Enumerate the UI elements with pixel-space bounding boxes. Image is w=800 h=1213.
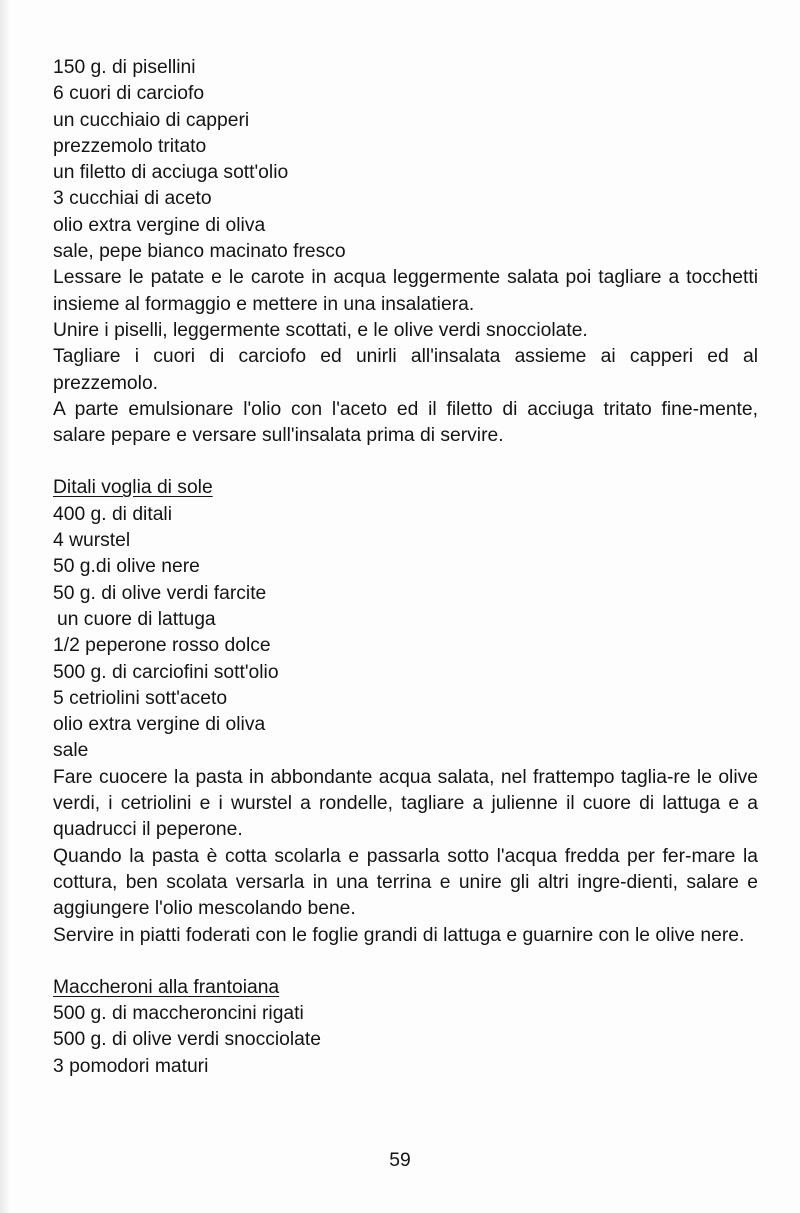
ingredient-line: 6 cuori di carciofo (53, 83, 205, 105)
ingredient-line: olio extra vergine di oliva (53, 714, 266, 736)
ingredient-line: 50 g. di olive verdi farcite (53, 582, 267, 604)
ingredient-list-1 (53, 55, 758, 265)
recipe-text (53, 55, 758, 1080)
ingredient-line: 400 g. di ditali (53, 503, 172, 525)
ingredient-line: 500 g. di carciofini sott'olio (53, 661, 279, 683)
ingredient-line: 150 g. di pisellini (53, 57, 196, 78)
ingredient-line: 500 g. di maccheroncini rigati (53, 1003, 304, 1025)
ingredient-line: prezzemolo tritato (53, 135, 207, 157)
instruction-paragraph: A parte emulsionare l'olio con l'aceto ed il filetto di acciuga tritato fine-mente, salare pepare e versare sull'insalata prima di servire. (53, 398, 758, 447)
page-gutter-shadow (0, 0, 10, 1213)
instruction-paragraph: Tagliare i cuori di carciofo ed unirli all'insalata assieme ai capperi ed al prezzemolo. (53, 346, 758, 394)
instruction-paragraph: Unire i piselli, leggermente scottati, e le olive verdi snocciolate. (53, 319, 588, 341)
ingredient-line: 3 pomodori maturi (53, 1055, 209, 1077)
ingredient-line: sale, pepe bianco macinato fresco (53, 241, 346, 263)
ingredient-line: 5 cetriolini sott'aceto (53, 687, 228, 709)
recipe-title: Ditali voglia di sole (53, 477, 213, 499)
instruction-paragraph: Fare cuocere la pasta in abbondante acqua salata, nel frattempo taglia-re le olive verdi, i cetriolini e i wurstel a rondelle, tagliare a julienne il cuore di lattuga e a quadrucci il peperone. (53, 766, 758, 841)
instructions-2 (53, 765, 758, 949)
ingredient-line: un filetto di acciuga sott'olio (53, 162, 289, 184)
ingredient-line: 4 wurstel (53, 530, 131, 552)
ingredient-line: olio extra vergine di oliva (53, 214, 266, 236)
instructions-1 (53, 265, 758, 449)
instruction-paragraph: Lessare le patate e le carote in acqua leggermente salata poi tagliare a tocchetti insieme al formaggio e mettere in una insalatiera. (53, 267, 758, 315)
page-number: 59 (389, 1150, 411, 1171)
ingredient-line: 50 g.di olive nere (53, 556, 200, 578)
recipe-title: Maccheroni alla frantoiana (53, 976, 280, 998)
ingredient-line: 1/2 peperone rosso dolce (53, 635, 271, 657)
ingredient-list-2 (53, 502, 758, 765)
instruction-paragraph: Quando la pasta è cotta scolarla e passarla sotto l'acqua fredda per fer-mare la cottura, ben scolata versarla in una terrina e unire gli altri ingre-dienti, salare e aggiungere l'olio mescolando bene. (53, 845, 758, 920)
ingredient-list-3 (53, 1001, 758, 1080)
ingredient-line: 3 cucchiai di aceto (53, 188, 212, 210)
instruction-paragraph: Servire in piatti foderati con le foglie grandi di lattuga e guarnire con le olive nere. (53, 924, 745, 946)
ingredient-line: un cucchiaio di capperi (53, 109, 250, 131)
ingredient-line: un cuore di lattuga (57, 608, 216, 630)
section-spacer (53, 449, 758, 475)
ingredient-line: sale (53, 740, 89, 762)
ingredient-line: 500 g. di olive verdi snocciolate (53, 1029, 321, 1051)
section-spacer (53, 949, 758, 975)
